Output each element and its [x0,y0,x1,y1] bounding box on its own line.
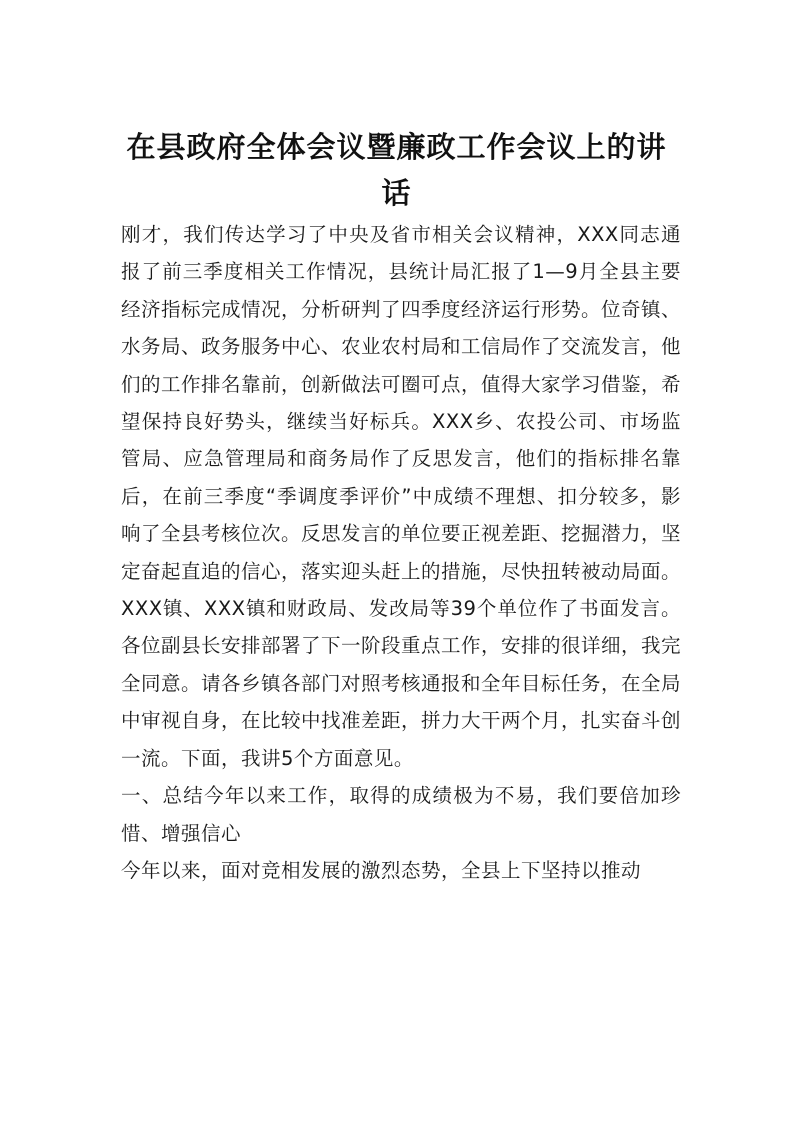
section-heading: 一、总结今年以来工作，取得的成绩极为不易，我们要倍加珍惜、增强信心 [121,784,681,845]
document-title: 在县政府全体会议暨廉政工作会议上的讲话 [126,130,667,210]
intro-paragraph: 刚才，我们传达学习了中央及省市相关会议精神，XXX同志通报了前三季度相关工作情况，县统计局汇报了1—9月全县主要经济指标完成情况，分析研判了四季度经济运行形势。位奇镇、水务局、政务服务中心、农业农村局和工信局作了交流发言，他们的工作排名靠前，创新做法可圈可点，值得大家学习借鉴，希望保持良好势头，继续当好标兵。XXX乡、农投公司、市场监管局、应急管理局和商务局作了反思发言，他们的指标排名靠后，在前三季度“季调度季评价”中成绩不理想、扣分较多，影响了全县考核位次。反思发言的单位要正视差距、挖掘潜力，坚定奋起直追的信心，落实迎头赶上的措施，尽快扭转被动局面。XXX镇、XXX镇和财政局、发改局等39个单位作了书面发言。各位副县长安排部署了下一阶段重点工作，安排的很详细，我完全同意。请各乡镇各部门对照考核通报和全年目标任务，在全局中审视自身，在比较中找准差距，拼力大干两个月，扎实奋斗创一流。下面，我讲5个方面意见。 [121,223,682,770]
section-paragraph: 今年以来，面对竞相发展的激烈态势，全县上下坚持以推动 [121,858,642,882]
document-body [121,216,681,889]
